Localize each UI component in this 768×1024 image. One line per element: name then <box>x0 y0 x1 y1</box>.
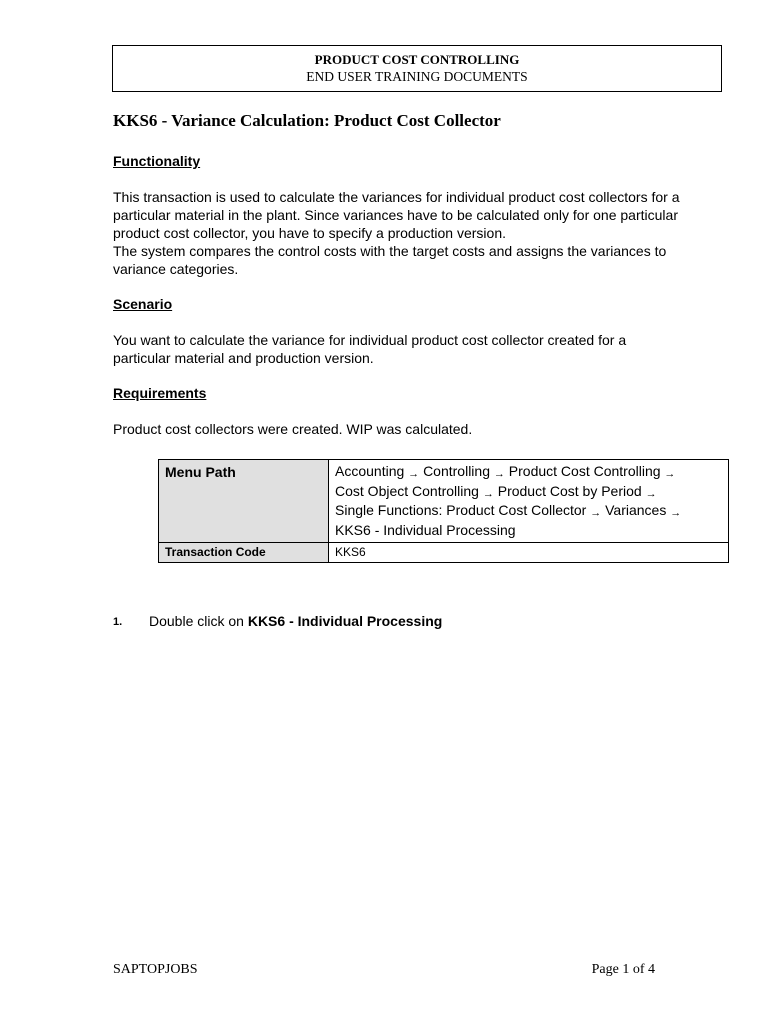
functionality-line-5: variance categories. <box>113 261 239 277</box>
header-subtitle: END USER TRAINING DOCUMENTS <box>306 69 528 84</box>
requirements-paragraph: Product cost collectors were created. WIP was calculated. <box>113 421 473 437</box>
menu-path-step: Product Cost Controlling <box>508 463 661 479</box>
right-arrow-icon: → <box>482 487 494 500</box>
menu-path-label: Menu Path <box>159 460 329 543</box>
menu-path-step: Variances <box>605 502 667 518</box>
functionality-paragraph <box>113 188 728 278</box>
functionality-line-1: This transaction is used to calculate the variances for individual product cost collectors for a <box>113 189 680 205</box>
transaction-code-row <box>159 543 729 563</box>
menu-path-step: Product Cost by Period <box>497 482 642 499</box>
right-arrow-icon: → <box>493 468 505 480</box>
menu-path-row <box>159 460 729 543</box>
step-text <box>149 612 442 630</box>
transaction-code-value: KKS6 <box>329 543 729 563</box>
step-number: 1. <box>113 616 123 628</box>
right-arrow-icon: → <box>670 507 682 519</box>
functionality-line-4: The system compares the control costs with the target costs and assigns the variances to <box>113 243 667 259</box>
menu-path-step: Single Functions: Product Cost Collector <box>335 502 587 518</box>
right-arrow-icon: → <box>590 507 602 519</box>
scenario-line-2: particular material and production version. <box>113 350 374 366</box>
menu-path-step: Controlling <box>423 463 490 479</box>
menu-path-table <box>158 459 729 563</box>
footer-page-number: Page 1 of 4 <box>591 962 655 977</box>
menu-path-value <box>329 460 729 543</box>
scenario-paragraph <box>113 331 728 367</box>
menu-path-step: Cost Object Controlling <box>335 482 479 499</box>
functionality-line-2: particular material in the plant. Since variances have to be calculated only for one particular <box>113 207 678 223</box>
functionality-line-3: product cost collector, you have to specify a production version. <box>113 225 506 241</box>
functionality-heading: Functionality <box>113 153 201 169</box>
document-title: KKS6 - Variance Calculation: Product Cost Collector <box>113 111 501 130</box>
document-header-box <box>112 45 722 92</box>
scenario-line-1: You want to calculate the variance for individual product cost collector created for a <box>113 332 627 348</box>
right-arrow-icon: → <box>408 468 420 480</box>
right-arrow-icon: → <box>664 468 676 480</box>
step-emphasis: KKS6 - Individual Processing <box>247 613 443 629</box>
header-title: PRODUCT COST CONTROLLING <box>314 52 520 67</box>
transaction-code-label: Transaction Code <box>159 543 329 563</box>
requirements-heading: Requirements <box>113 385 207 401</box>
menu-path-step: KKS6 - Individual Processing <box>335 521 516 538</box>
footer-left: SAPTOPJOBS <box>113 962 198 977</box>
step-instruction: Double click on <box>149 613 248 629</box>
scenario-heading: Scenario <box>113 296 173 312</box>
right-arrow-icon: → <box>645 487 657 500</box>
menu-path-step: Accounting <box>335 463 405 479</box>
